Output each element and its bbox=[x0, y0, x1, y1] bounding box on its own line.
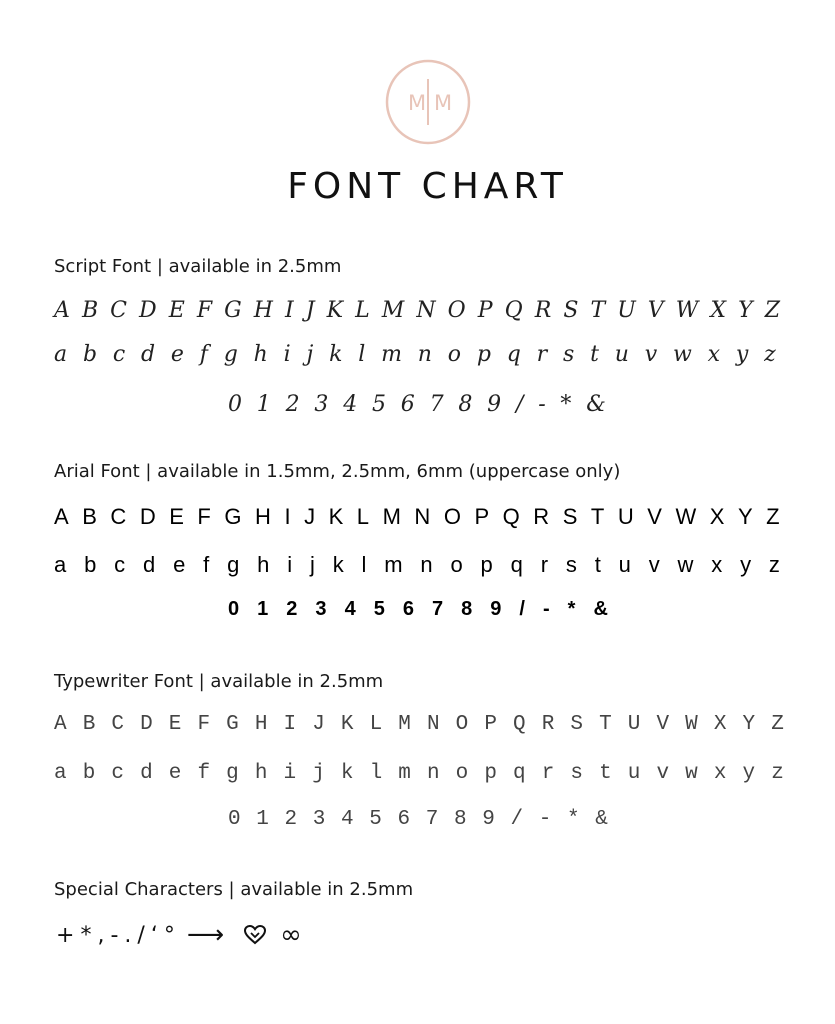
glyph: Z bbox=[764, 298, 780, 323]
glyph: 5 bbox=[373, 598, 385, 620]
page-title: FONT CHART bbox=[287, 166, 568, 207]
glyph: 7 bbox=[425, 808, 439, 831]
glyph: v bbox=[644, 342, 658, 367]
glyph: i bbox=[283, 342, 291, 367]
glyph: 0 bbox=[228, 392, 242, 417]
glyph: 1 bbox=[257, 598, 269, 620]
glyph: 7 bbox=[429, 392, 444, 417]
logo-letter-left: M bbox=[408, 91, 427, 115]
glyph: q bbox=[510, 552, 523, 577]
glyph: r bbox=[541, 762, 555, 785]
glyph: I bbox=[285, 298, 294, 323]
glyph: r bbox=[536, 342, 548, 367]
glyph: H bbox=[255, 504, 271, 529]
glyph: u bbox=[618, 552, 631, 577]
glyph: y bbox=[735, 342, 749, 367]
glyph: g bbox=[223, 342, 238, 367]
glyph: Q bbox=[502, 504, 520, 529]
glyph: Q bbox=[513, 713, 526, 736]
special-glyph: - bbox=[110, 922, 119, 948]
glyph: c bbox=[111, 762, 124, 785]
infinity-symbol: ∞ bbox=[280, 920, 302, 950]
glyph: V bbox=[647, 504, 662, 529]
glyph: k bbox=[340, 762, 354, 785]
glyph: U bbox=[617, 504, 634, 529]
glyph: x bbox=[707, 342, 721, 367]
glyph: V bbox=[647, 298, 664, 323]
glyph: - bbox=[538, 392, 546, 417]
glyph: 5 bbox=[369, 808, 382, 831]
glyph: P bbox=[484, 713, 497, 736]
glyph: e bbox=[170, 342, 184, 367]
glyph: g bbox=[227, 552, 240, 577]
glyph: j bbox=[306, 342, 314, 367]
glyph: M bbox=[398, 713, 411, 736]
glyph: M bbox=[382, 504, 401, 529]
glyph: 4 bbox=[343, 392, 358, 417]
glyph: f bbox=[203, 552, 210, 577]
glyph: u bbox=[627, 762, 641, 785]
glyph: X bbox=[709, 504, 725, 529]
glyph: l bbox=[358, 342, 366, 367]
glyph: B bbox=[82, 713, 96, 736]
glyph: 0 bbox=[228, 598, 240, 620]
glyph: F bbox=[197, 504, 211, 529]
glyph: S bbox=[570, 713, 583, 736]
glyph: 9 bbox=[487, 392, 502, 417]
glyph: 8 bbox=[461, 598, 473, 620]
special-characters-list bbox=[56, 923, 181, 948]
glyph: L bbox=[369, 713, 383, 736]
glyph: - bbox=[542, 598, 550, 620]
glyph: x bbox=[711, 552, 723, 577]
glyph: O bbox=[447, 298, 466, 323]
glyph: * bbox=[560, 392, 572, 417]
special-glyph: ‘ bbox=[150, 922, 158, 948]
glyph: B bbox=[81, 298, 99, 323]
glyph: r bbox=[540, 552, 549, 577]
glyph: L bbox=[355, 298, 370, 323]
glyph: V bbox=[656, 713, 670, 736]
glyph: p bbox=[476, 342, 491, 367]
glyph: I bbox=[284, 504, 291, 529]
glyph: 3 bbox=[312, 808, 326, 831]
glyph: n bbox=[420, 552, 433, 577]
glyph: R bbox=[533, 504, 550, 529]
glyph: F bbox=[196, 298, 213, 323]
glyph: v bbox=[648, 552, 660, 577]
glyph: 2 bbox=[285, 392, 300, 417]
glyph: D bbox=[140, 713, 153, 736]
glyph: K bbox=[328, 504, 344, 529]
glyph: t bbox=[594, 552, 601, 577]
special-characters-row bbox=[56, 920, 302, 950]
glyph: 6 bbox=[402, 598, 414, 620]
glyph: z bbox=[771, 762, 784, 785]
glyph: j bbox=[309, 552, 315, 577]
glyph: N bbox=[416, 298, 436, 323]
glyph: W bbox=[675, 504, 697, 529]
glyph: H bbox=[254, 713, 268, 736]
glyph: d bbox=[140, 762, 153, 785]
glyph: C bbox=[110, 504, 127, 529]
glyph: i bbox=[287, 552, 293, 577]
special-characters-heading: Special Characters | available in 2.5mm bbox=[54, 879, 414, 900]
monogram-logo-graphic bbox=[385, 59, 471, 145]
script-font-heading: Script Font | available in 2.5mm bbox=[54, 256, 342, 277]
glyph: 0 bbox=[228, 808, 241, 831]
glyph: B bbox=[82, 504, 97, 529]
glyph: 3 bbox=[315, 598, 327, 620]
glyph: j bbox=[312, 762, 325, 785]
glyph: G bbox=[224, 504, 242, 529]
glyph: S bbox=[562, 504, 578, 529]
glyph: J bbox=[305, 298, 315, 323]
heart-icon bbox=[244, 925, 266, 945]
glyph: / bbox=[515, 392, 524, 417]
special-glyph: + bbox=[56, 922, 75, 948]
glyph: & bbox=[595, 808, 608, 831]
glyph: h bbox=[257, 552, 270, 577]
typewriter-numbers-row bbox=[228, 808, 608, 831]
glyph: T bbox=[599, 713, 612, 736]
glyph: f bbox=[197, 762, 211, 785]
glyph: H bbox=[253, 298, 273, 323]
typewriter-font-heading: Typewriter Font | available in 2.5mm bbox=[54, 671, 384, 692]
glyph: Z bbox=[771, 713, 784, 736]
glyph: * bbox=[567, 808, 580, 831]
glyph: l bbox=[361, 552, 367, 577]
glyph: o bbox=[450, 552, 463, 577]
glyph: w bbox=[677, 552, 694, 577]
script-numbers-row bbox=[228, 392, 606, 417]
glyph: v bbox=[656, 762, 670, 785]
glyph: 9 bbox=[490, 598, 502, 620]
glyph: 7 bbox=[431, 598, 444, 620]
glyph: u bbox=[614, 342, 629, 367]
glyph: * bbox=[567, 598, 576, 620]
special-glyph: , bbox=[97, 922, 105, 948]
glyph: 5 bbox=[371, 392, 386, 417]
glyph: M bbox=[381, 298, 405, 323]
glyph: z bbox=[768, 552, 780, 577]
glyph: S bbox=[563, 298, 579, 323]
glyph: I bbox=[283, 713, 297, 736]
glyph: t bbox=[590, 342, 599, 367]
glyph: E bbox=[169, 504, 184, 529]
glyph: b bbox=[82, 342, 98, 367]
logo-letter-right: M bbox=[434, 91, 453, 115]
glyph: e bbox=[168, 762, 182, 785]
glyph: G bbox=[224, 298, 242, 323]
glyph: z bbox=[764, 342, 776, 367]
glyph: e bbox=[173, 552, 186, 577]
glyph: l bbox=[369, 762, 383, 785]
glyph: N bbox=[414, 504, 431, 529]
glyph: T bbox=[590, 504, 605, 529]
glyph: K bbox=[326, 298, 344, 323]
glyph: D bbox=[139, 298, 157, 323]
glyph: 6 bbox=[397, 808, 411, 831]
glyph: b bbox=[82, 762, 96, 785]
glyph: E bbox=[168, 298, 185, 323]
script-lowercase-row bbox=[54, 342, 776, 367]
glyph: J bbox=[304, 504, 316, 529]
glyph: y bbox=[740, 552, 752, 577]
glyph: R bbox=[541, 713, 555, 736]
glyph: P bbox=[474, 504, 490, 529]
glyph: C bbox=[111, 713, 124, 736]
glyph: W bbox=[685, 713, 698, 736]
glyph: X bbox=[710, 298, 727, 323]
typewriter-uppercase-row bbox=[54, 713, 784, 736]
glyph: 8 bbox=[454, 808, 467, 831]
arial-font-heading: Arial Font | available in 1.5mm, 2.5mm, 6mm (uppercase only) bbox=[54, 461, 621, 482]
glyph: a bbox=[54, 552, 67, 577]
glyph: D bbox=[139, 504, 156, 529]
glyph: 4 bbox=[344, 598, 356, 620]
glyph: R bbox=[534, 298, 552, 323]
glyph: d bbox=[140, 342, 156, 367]
glyph: A bbox=[54, 298, 70, 323]
glyph: t bbox=[599, 762, 612, 785]
glyph: L bbox=[356, 504, 370, 529]
glyph: X bbox=[713, 713, 727, 736]
glyph: 4 bbox=[341, 808, 354, 831]
glyph: Y bbox=[738, 298, 753, 323]
glyph: G bbox=[226, 713, 239, 736]
glyph: 9 bbox=[482, 808, 495, 831]
glyph: i bbox=[283, 762, 297, 785]
glyph: Z bbox=[766, 504, 780, 529]
glyph: m bbox=[384, 552, 403, 577]
glyph: s bbox=[563, 342, 575, 367]
glyph: 3 bbox=[314, 392, 329, 417]
glyph: a bbox=[54, 342, 68, 367]
glyph: K bbox=[340, 713, 354, 736]
glyph: w bbox=[673, 342, 692, 367]
glyph: p bbox=[484, 762, 497, 785]
glyph: T bbox=[590, 298, 606, 323]
glyph: g bbox=[226, 762, 239, 785]
arial-numbers-row bbox=[228, 598, 608, 621]
glyph: Y bbox=[737, 504, 753, 529]
glyph: Y bbox=[742, 713, 756, 736]
glyph: k bbox=[332, 552, 344, 577]
glyph: / bbox=[519, 598, 525, 620]
glyph: 2 bbox=[284, 808, 298, 831]
glyph: O bbox=[443, 504, 461, 529]
glyph: p bbox=[480, 552, 493, 577]
glyph: W bbox=[675, 298, 699, 323]
glyph: A bbox=[54, 504, 69, 529]
monogram-logo bbox=[385, 59, 471, 145]
glyph: n bbox=[417, 342, 432, 367]
glyph: h bbox=[253, 342, 268, 367]
script-uppercase-row bbox=[54, 298, 780, 323]
glyph: f bbox=[199, 342, 208, 367]
glyph: O bbox=[455, 713, 469, 736]
glyph: 8 bbox=[458, 392, 473, 417]
special-glyph: . bbox=[124, 922, 132, 948]
glyph: E bbox=[168, 713, 182, 736]
glyph: 2 bbox=[286, 598, 298, 620]
glyph: N bbox=[426, 713, 440, 736]
typewriter-lowercase-row bbox=[54, 762, 784, 785]
glyph: Q bbox=[504, 298, 523, 323]
glyph: U bbox=[617, 298, 636, 323]
glyph: C bbox=[110, 298, 127, 323]
special-glyph: / bbox=[137, 922, 145, 948]
glyph: y bbox=[742, 762, 756, 785]
glyph: 1 bbox=[256, 808, 269, 831]
glyph: & bbox=[593, 598, 608, 620]
glyph: d bbox=[142, 552, 156, 577]
glyph: h bbox=[254, 762, 268, 785]
glyph: m bbox=[381, 342, 402, 367]
glyph: U bbox=[627, 713, 641, 736]
glyph: w bbox=[685, 762, 698, 785]
glyph: / bbox=[510, 808, 524, 831]
glyph: A bbox=[54, 713, 67, 736]
special-glyph: ° bbox=[163, 922, 175, 948]
glyph: - bbox=[538, 808, 552, 831]
glyph: c bbox=[112, 342, 126, 367]
glyph: F bbox=[197, 713, 211, 736]
arial-lowercase-row bbox=[54, 552, 780, 578]
glyph: s bbox=[570, 762, 583, 785]
special-glyph: * bbox=[80, 922, 92, 948]
arrow-symbol: ⟶ bbox=[186, 920, 225, 950]
glyph: x bbox=[713, 762, 727, 785]
glyph: o bbox=[447, 342, 462, 367]
glyph: 6 bbox=[400, 392, 415, 417]
glyph: n bbox=[426, 762, 440, 785]
glyph: o bbox=[455, 762, 469, 785]
glyph: m bbox=[398, 762, 411, 785]
glyph: q bbox=[506, 342, 521, 367]
glyph: c bbox=[114, 552, 126, 577]
glyph: P bbox=[477, 298, 493, 323]
glyph: 1 bbox=[256, 392, 271, 417]
glyph: k bbox=[329, 342, 343, 367]
glyph: b bbox=[84, 552, 97, 577]
arial-uppercase-row bbox=[54, 504, 780, 530]
glyph: s bbox=[565, 552, 577, 577]
glyph: a bbox=[54, 762, 67, 785]
glyph: q bbox=[513, 762, 526, 785]
glyph: J bbox=[312, 713, 325, 736]
glyph: & bbox=[586, 392, 606, 417]
